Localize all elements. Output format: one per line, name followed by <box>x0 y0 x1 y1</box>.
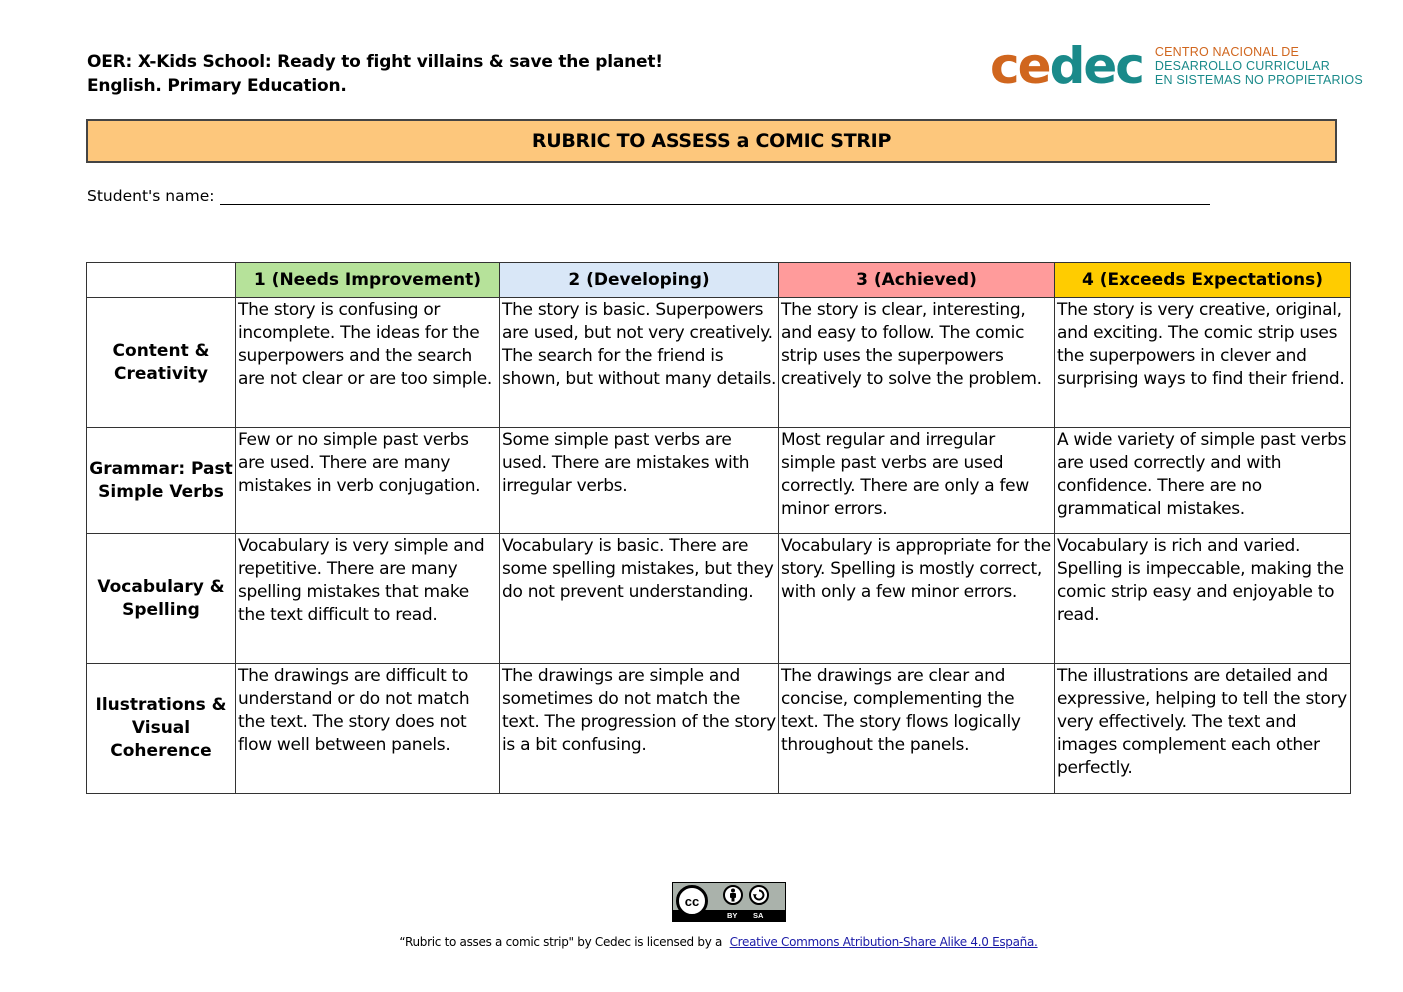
person-icon <box>723 885 743 905</box>
cell-level-4: The illustrations are detailed and expressive, helping to tell the story very effectively. The text and images complement each other perfectly. <box>1055 664 1351 794</box>
cell-level-3: Most regular and irregular simple past verbs are used correctly. There are only a few minor errors. <box>779 428 1055 534</box>
wordmark-dec: dec <box>1049 37 1143 95</box>
cell-level-4: A wide variety of simple past verbs are used correctly and with confidence. There are no grammatical mistakes. <box>1055 428 1351 534</box>
table-row <box>87 534 1351 664</box>
cedec-tagline <box>1155 45 1363 87</box>
license-link[interactable]: Creative Commons Atribution-Share Alike 4.0 España. <box>729 935 1038 949</box>
rubric-table <box>86 262 1351 794</box>
cell-level-2: Some simple past verbs are used. There are mistakes with irregular verbs. <box>500 428 779 534</box>
cell-level-1: The story is confusing or incomplete. The ideas for the superpowers and the search are not clear or are too simple. <box>236 298 500 428</box>
cell-level-4: Vocabulary is rich and varied. Spelling is impeccable, making the comic strip easy and enjoyable to read. <box>1055 534 1351 664</box>
tagline-line-2: DESARROLLO CURRICULAR <box>1154 59 1330 73</box>
criterion-grammar: Grammar: Past Simple Verbs <box>87 428 236 534</box>
student-name-field[interactable] <box>220 186 1210 205</box>
tagline-line-1: CENTRO NACIONAL DE <box>1154 45 1300 59</box>
cell-level-4: The story is very creative, original, and exciting. The comic strip uses the superpowers in clever and surprising ways to find their friend. <box>1055 298 1351 428</box>
cell-level-2: The drawings are simple and sometimes do not match the text. The progression of the story is a bit confusing. <box>500 664 779 794</box>
cell-level-1: The drawings are difficult to understand or do not match the text. The story does not flow well between panels. <box>236 664 500 794</box>
cell-level-1: Vocabulary is very simple and repetitive. There are many spelling mistakes that make the text difficult to read. <box>236 534 500 664</box>
rubric-title: RUBRIC TO ASSESS a COMIC STRIP <box>86 119 1337 163</box>
table-row <box>87 428 1351 534</box>
cell-level-2: Vocabulary is basic. There are some spelling mistakes, but they do not prevent understanding. <box>500 534 779 664</box>
cc-by-sa-badge[interactable] <box>672 882 786 922</box>
cedec-logo <box>990 38 1363 94</box>
cell-level-2: The story is basic. Superpowers are used, but not very creatively. The search for the friend is shown, but without many details. <box>500 298 779 428</box>
header-empty <box>87 263 236 298</box>
wordmark-ce: ce <box>990 37 1050 95</box>
oer-title: OER: X-Kids School: Ready to fight villains & save the planet! <box>87 52 663 72</box>
header-level-3: 3 (Achieved) <box>779 263 1055 298</box>
student-name-label: Student's name: <box>87 187 215 205</box>
cell-level-3: The story is clear, interesting, and easy to follow. The comic strip uses the superpowers creatively to solve the problem. <box>779 298 1055 428</box>
subject-level: English. Primary Education. <box>87 76 347 96</box>
header-level-2: 2 (Developing) <box>500 263 779 298</box>
student-name-row <box>87 186 1210 205</box>
share-alike-icon <box>749 885 769 905</box>
criterion-content-creativity: Content & Creativity <box>87 298 236 428</box>
cedec-wordmark <box>990 38 1143 94</box>
table-row <box>87 298 1351 428</box>
table-row <box>87 664 1351 794</box>
criterion-vocabulary-spelling: Vocabulary & Spelling <box>87 534 236 664</box>
cell-level-3: Vocabulary is appropriate for the story. Spelling is mostly correct, with only a few minor errors. <box>779 534 1055 664</box>
by-label: BY <box>727 911 738 920</box>
rubric-header-row <box>87 263 1351 298</box>
criterion-illustrations: Ilustrations & Visual Coherence <box>87 664 236 794</box>
header-level-4: 4 (Exceeds Expectations) <box>1055 263 1351 298</box>
cc-icon: cc <box>676 885 708 917</box>
cell-level-1: Few or no simple past verbs are used. There are many mistakes in verb conjugation. <box>236 428 500 534</box>
sa-label: SA <box>753 911 764 920</box>
license-notice <box>0 935 1403 949</box>
document-header <box>87 50 663 98</box>
tagline-line-3: EN SISTEMAS NO PROPIETARIOS <box>1154 73 1363 87</box>
header-level-1: 1 (Needs Improvement) <box>236 263 500 298</box>
cell-level-3: The drawings are clear and concise, complementing the text. The story flows logically throughout the panels. <box>779 664 1055 794</box>
license-text: “Rubric to asses a comic strip" by Cedec is licensed by a <box>399 935 723 949</box>
